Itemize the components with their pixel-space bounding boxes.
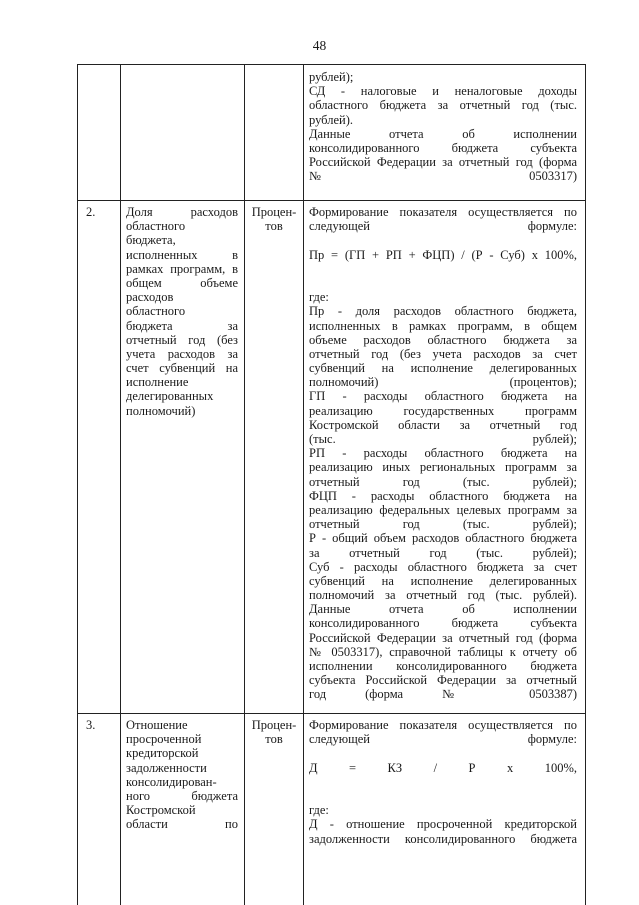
text-line: общем объеме: [126, 275, 238, 290]
text-line: субъекта Российской Федерации за отчетный: [309, 673, 577, 688]
section3-unit: [245, 718, 303, 746]
text-line: Данные отчета об исполнении: [309, 602, 577, 617]
text-line: Костромской: [126, 803, 196, 818]
text-line: реализацию федеральных целевых программ за: [309, 502, 577, 517]
text-line: следующей формуле:: [309, 219, 577, 234]
text-line: Отношение: [126, 718, 188, 732]
text-line: за отчетный год (тыс. рублей);: [309, 545, 577, 560]
text-line: областного бюджета за отчетный год (тыс.: [309, 98, 577, 113]
text-line: исполненных в рамках программ, в общем: [309, 318, 577, 333]
text-line: области по: [126, 817, 238, 832]
text-line: полномочий за отчетный год (тыс. рублей).: [309, 588, 577, 603]
text-line: Процен-: [251, 205, 297, 219]
text-line: счет субвенций на: [126, 361, 238, 376]
text-line: реализацию государственных программ: [309, 403, 577, 418]
text-line: областного: [126, 219, 186, 234]
text-line: исполненных в: [126, 247, 238, 262]
column-divider: [244, 65, 245, 905]
text-line: отчетный год (без учета расходов за счет: [309, 346, 577, 361]
text-line: субвенций на исполнение делегированных: [309, 361, 577, 376]
text-line: полномочий): [126, 403, 196, 418]
text-line: тов: [265, 732, 283, 747]
text-line: бюджета,: [126, 233, 176, 248]
text-line: Костромской области за отчетный год: [309, 417, 577, 432]
text-line: Российской Федерации за отчетный год (форма: [309, 155, 577, 170]
text-line: консолидированного бюджета субъекта: [309, 616, 577, 631]
section2-indicator-name: [126, 205, 238, 418]
text-line: ного бюджета: [126, 788, 238, 803]
text-line: исполнении консолидированного бюджета: [309, 659, 577, 673]
row-divider: [78, 200, 585, 201]
text-line: Пр - доля расходов областного бюджета,: [309, 304, 577, 319]
text-line: (тыс. рублей);: [309, 432, 577, 446]
text-line: СД - налоговые и неналоговые доходы: [309, 84, 577, 99]
section3-calculation-method: [309, 718, 577, 846]
page-number: 48: [312, 38, 327, 53]
text-line: где:: [309, 290, 329, 305]
text-line: год (форма № 0503387): [309, 687, 577, 702]
text-line: задолженности консолидированного бюджета: [309, 831, 577, 846]
text-line: Процен-: [251, 718, 297, 732]
text-line: отчетный год (без: [126, 332, 238, 347]
text-line: рамках программ, в: [126, 261, 238, 276]
text-line: реализацию иных региональных программ за: [309, 460, 577, 475]
row-divider: [78, 713, 585, 714]
text-line: № 0503317): [309, 169, 577, 184]
section2-number: 2.: [86, 205, 96, 219]
section2-unit: [245, 205, 303, 233]
text-line: просроченной: [126, 732, 202, 747]
text-line: отчетный год (тыс. рублей);: [309, 474, 577, 489]
text-line: объеме расходов областного бюджета за: [309, 332, 577, 347]
text-line: исполнение: [126, 375, 189, 390]
section1-description: [309, 70, 577, 184]
text-line: задолженности: [126, 760, 207, 775]
text-line: делегированных: [126, 389, 214, 404]
text-line: РП - расходы областного бюджета на: [309, 446, 577, 461]
section3-indicator-name: [126, 718, 238, 832]
text-line: где:: [309, 803, 329, 818]
text-line: расходов: [126, 290, 174, 305]
text-line: бюджета за: [126, 318, 238, 333]
section3-number: 3.: [86, 718, 96, 732]
text-line: Д - отношение просроченной кредиторской: [309, 817, 577, 832]
text-line: тов: [265, 219, 283, 234]
section2-calculation-method: [309, 205, 577, 702]
text-line: ГП - расходы областного бюджета на: [309, 389, 577, 404]
text-line: полномочий) (процентов);: [309, 375, 577, 390]
text-line: кредиторской: [126, 746, 199, 761]
text-line: Российской Федерации за отчетный год (форма: [309, 630, 577, 645]
formula: Пр = (ГП + РП + ФЦП) / (Р - Суб) х 100%,: [309, 247, 577, 262]
text-line: субвенций на исполнение делегированных: [309, 573, 577, 588]
formula: Д = КЗ / Р х 100%,: [309, 760, 577, 775]
column-divider: [120, 65, 121, 905]
text-line: Формирование показателя осуществляется по: [309, 205, 577, 219]
text-line: Доля расходов: [126, 205, 238, 219]
text-line: Р - общий объем расходов областного бюджета: [309, 531, 577, 546]
text-line: Формирование показателя осуществляется по: [309, 718, 577, 732]
text-line: консолидирован-: [126, 774, 217, 789]
text-line: № 0503317), справочной таблицы к отчету об: [309, 644, 577, 659]
text-line: консолидированного бюджета субъекта: [309, 140, 577, 155]
text-line: рублей).: [309, 112, 353, 127]
text-line: Суб - расходы областного бюджета за счет: [309, 559, 577, 574]
text-line: следующей формуле:: [309, 732, 577, 747]
column-divider: [303, 65, 304, 905]
text-line: учета расходов за: [126, 346, 238, 361]
indicator-table: [77, 64, 586, 905]
text-line: Данные отчета об исполнении: [309, 126, 577, 141]
text-line: ФЦП - расходы областного бюджета на: [309, 488, 577, 503]
text-line: областного: [126, 304, 186, 319]
text-line: отчетный год (тыс. рублей);: [309, 517, 577, 532]
text-line: рублей);: [309, 70, 354, 84]
